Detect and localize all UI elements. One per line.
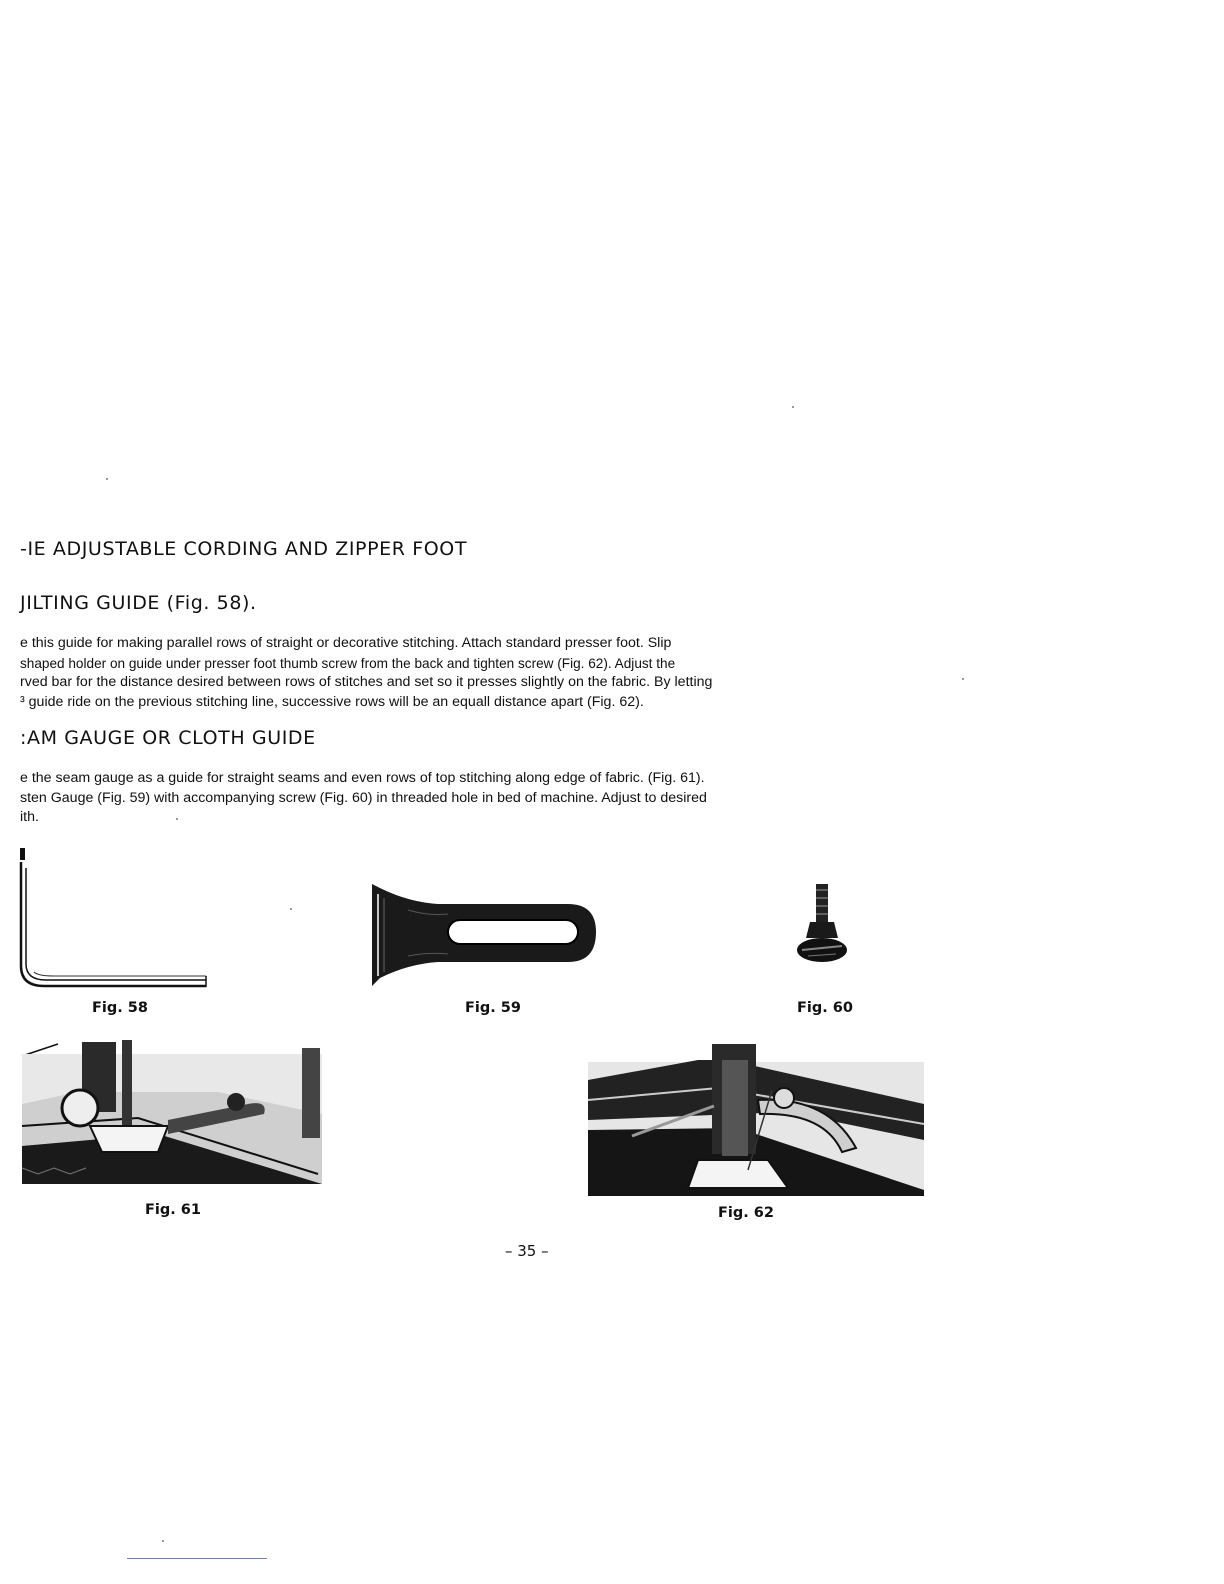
figure-58-caption: Fig. 58 [92,1000,148,1016]
quilting-guide-in-use-photo [588,1040,928,1200]
section-title-quilting-guide: JILTING GUIDE (Fig. 58). [20,592,257,614]
seam-gauge-paragraph [20,769,950,828]
scan-speck [792,406,794,408]
quilting-guide-image [14,848,214,996]
quilting-line-2: shaped holder on guide under presser foot thumb screw from the back and tighten screw (Fig. 62). Adjust the [20,655,676,671]
seam-line-3: ith. [20,809,39,825]
seam-line-1: e the seam gauge as a guide for straight seams and even rows of top stitching along edge of fabric. (Fig. 61). [20,770,705,786]
quilting-line-3: rved bar for the distance desired between rows of stitches and set so it presses slightly on the fabric. By letting [20,674,713,690]
figure-59-caption: Fig. 59 [465,1000,521,1016]
scan-speck [162,1540,164,1542]
seam-line-2: sten Gauge (Fig. 59) with accompanying screw (Fig. 60) in threaded hole in bed of machine. Adjust to desired [20,789,707,806]
scan-speck [290,908,292,910]
quilting-line-4: ³ guide ride on the previous stitching line, successive rows will be an equall distance apart (Fig. 62). [20,693,644,710]
section-title-seam-gauge: :AM GAUGE OR CLOTH GUIDE [20,727,316,749]
quilting-line-1: e this guide for making parallel rows of straight or decorative stitching. Attach standard presser foot. Slip [20,635,672,651]
scan-speck [176,818,178,820]
figure-61-caption: Fig. 61 [145,1202,201,1218]
figure-62-caption: Fig. 62 [718,1205,774,1221]
seam-gauge-image [368,880,600,990]
scan-speck [106,478,108,480]
page-number: – 35 – [505,1242,549,1260]
scan-speck [962,678,964,680]
footer-rule [127,1558,267,1559]
quilting-guide-paragraph [20,634,950,712]
thumb-screw-image [792,880,852,970]
seam-gauge-in-use-photo [18,1034,324,1186]
figure-60-caption: Fig. 60 [797,1000,853,1016]
section-title-cording-zipper-foot: -IE ADJUSTABLE CORDING AND ZIPPER FOOT [20,538,468,560]
